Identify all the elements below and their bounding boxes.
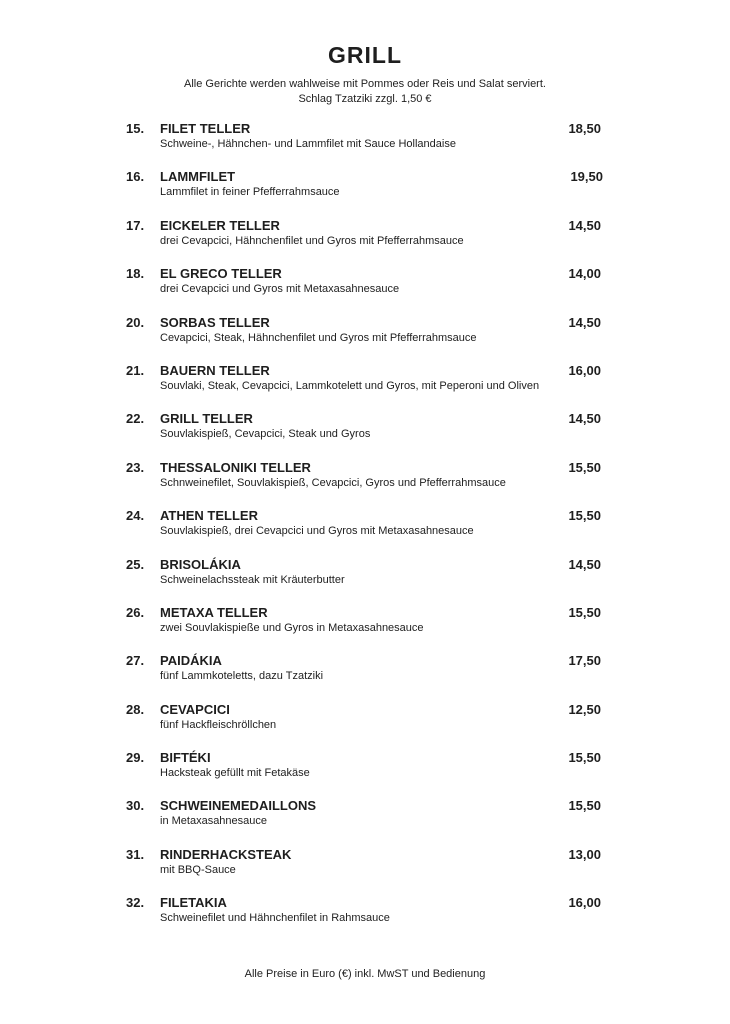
- item-description: mit BBQ-Sauce: [160, 863, 236, 876]
- item-price: 12,50: [568, 701, 601, 717]
- item-number: 25.: [126, 556, 145, 572]
- menu-item: [0, 505, 730, 553]
- item-name: EL GRECO TELLER: [160, 266, 282, 282]
- item-price: 15,50: [568, 459, 601, 475]
- item-number: 32.: [126, 895, 145, 911]
- item-price: 14,50: [568, 217, 601, 233]
- item-price: 13,00: [568, 846, 601, 862]
- item-description: Schweinelachssteak mit Kräuterbutter: [160, 573, 345, 586]
- item-price: 15,50: [568, 604, 601, 620]
- item-number: 30.: [126, 798, 145, 814]
- menu-item: [0, 747, 730, 795]
- item-price: 14,50: [568, 411, 601, 427]
- item-price: 15,50: [568, 798, 601, 814]
- item-number: 23.: [126, 459, 145, 475]
- item-number: 31.: [126, 846, 145, 862]
- item-number: 16.: [126, 169, 145, 185]
- item-number: 24.: [126, 508, 145, 524]
- menu-item: [0, 602, 730, 650]
- item-name: SORBAS TELLER: [160, 314, 270, 330]
- item-name: FILETAKIA: [160, 895, 227, 911]
- menu-item: [0, 795, 730, 843]
- menu-item: [0, 892, 730, 940]
- menu-list: [0, 118, 730, 941]
- item-name: SCHWEINEMEDAILLONS: [160, 798, 316, 814]
- item-name: PAIDÁKIA: [160, 653, 222, 669]
- item-price: 19,50: [570, 169, 603, 185]
- item-number: 22.: [126, 411, 145, 427]
- item-name: THESSALONIKI TELLER: [160, 459, 311, 475]
- item-name: EICKELER TELLER: [160, 217, 280, 233]
- item-description: Cevapcici, Steak, Hähnchenfilet und Gyros mit Pfefferrahmsauce: [160, 331, 477, 344]
- item-description: Hacksteak gefüllt mit Fetakäse: [160, 767, 310, 780]
- item-name: METAXA TELLER: [160, 604, 268, 620]
- menu-item: [0, 360, 730, 408]
- item-price: 15,50: [568, 750, 601, 766]
- item-name: BIFTÉKI: [160, 750, 211, 766]
- menu-item: [0, 166, 730, 214]
- item-price: 14,00: [568, 266, 601, 282]
- item-description: Schweine-, Hähnchen- und Lammfilet mit Sauce Hollandaise: [160, 138, 456, 150]
- item-description: Schweinefilet und Hähnchenfilet in Rahmsauce: [160, 912, 390, 925]
- item-description: Souvlakispieß, Cevapcici, Steak und Gyros: [160, 428, 371, 441]
- item-name: CEVAPCICI: [160, 701, 230, 717]
- item-description: Lammfilet in feiner Pfefferrahmsauce: [160, 186, 340, 199]
- item-name: LAMMFILET: [160, 169, 236, 185]
- item-name: BRISOLÁKIA: [160, 556, 241, 572]
- menu-item: [0, 312, 730, 360]
- item-number: 20.: [126, 314, 145, 330]
- menu-subtitle: [0, 77, 730, 107]
- item-price: 16,00: [568, 362, 601, 378]
- item-description: zwei Souvlakispieße und Gyros in Metaxasahnesauce: [160, 621, 424, 634]
- menu-item: [0, 457, 730, 505]
- menu-item: [0, 699, 730, 747]
- item-number: 18.: [126, 266, 145, 282]
- menu-item: [0, 263, 730, 311]
- item-name: BAUERN TELLER: [160, 362, 270, 378]
- item-name: GRILL TELLER: [160, 411, 253, 427]
- item-description: Schnweinefilet, Souvlakispieß, Cevapcici, Gyros und Pfefferrahmsauce: [160, 476, 506, 489]
- item-price: 14,50: [568, 314, 601, 330]
- page-title: GRILL: [328, 42, 402, 68]
- price-footnote: Alle Preise in Euro (€) inkl. MwST und Bedienung: [244, 968, 486, 980]
- subtitle-line-tzatziki: Schlag Tzatziki zzgl. 1,50 €: [298, 93, 432, 105]
- item-number: 21.: [126, 362, 145, 378]
- item-price: 16,00: [568, 895, 601, 911]
- item-name: RINDERHACKSTEAK: [160, 846, 292, 862]
- item-number: 15.: [126, 121, 145, 136]
- menu-item: [0, 554, 730, 602]
- item-description: Souvlakispieß, drei Cevapcici und Gyros mit Metaxasahnesauce: [160, 525, 474, 538]
- item-description: fünf Lammkoteletts, dazu Tzatziki: [160, 670, 324, 683]
- item-number: 29.: [126, 750, 145, 766]
- item-price: 17,50: [568, 653, 601, 669]
- item-number: 17.: [126, 217, 145, 233]
- menu-item: [0, 408, 730, 456]
- menu-item: [0, 650, 730, 698]
- menu-item: [0, 215, 730, 263]
- menu-item: [0, 118, 730, 166]
- item-name: FILET TELLER: [160, 121, 251, 136]
- item-description: drei Cevapcici und Gyros mit Metaxasahnesauce: [160, 283, 400, 296]
- item-number: 26.: [126, 604, 145, 620]
- item-price: 15,50: [568, 508, 601, 524]
- item-number: 27.: [126, 653, 145, 669]
- item-description: in Metaxasahnesauce: [160, 815, 268, 828]
- item-number: 28.: [126, 701, 145, 717]
- item-name: ATHEN TELLER: [160, 508, 258, 524]
- item-price: 14,50: [568, 556, 601, 572]
- item-description: Souvlaki, Steak, Cevapcici, Lammkotelett und Gyros, mit Peperoni und Oliven: [160, 379, 540, 392]
- menu-item: [0, 844, 730, 892]
- subtitle-line-sides: Alle Gerichte werden wahlweise mit Pommes oder Reis und Salat serviert.: [184, 78, 546, 90]
- item-price: 18,50: [568, 121, 601, 136]
- item-description: drei Cevapcici, Hähnchenfilet und Gyros mit Pfefferrahmsauce: [160, 234, 464, 247]
- item-description: fünf Hackfleischröllchen: [160, 718, 277, 731]
